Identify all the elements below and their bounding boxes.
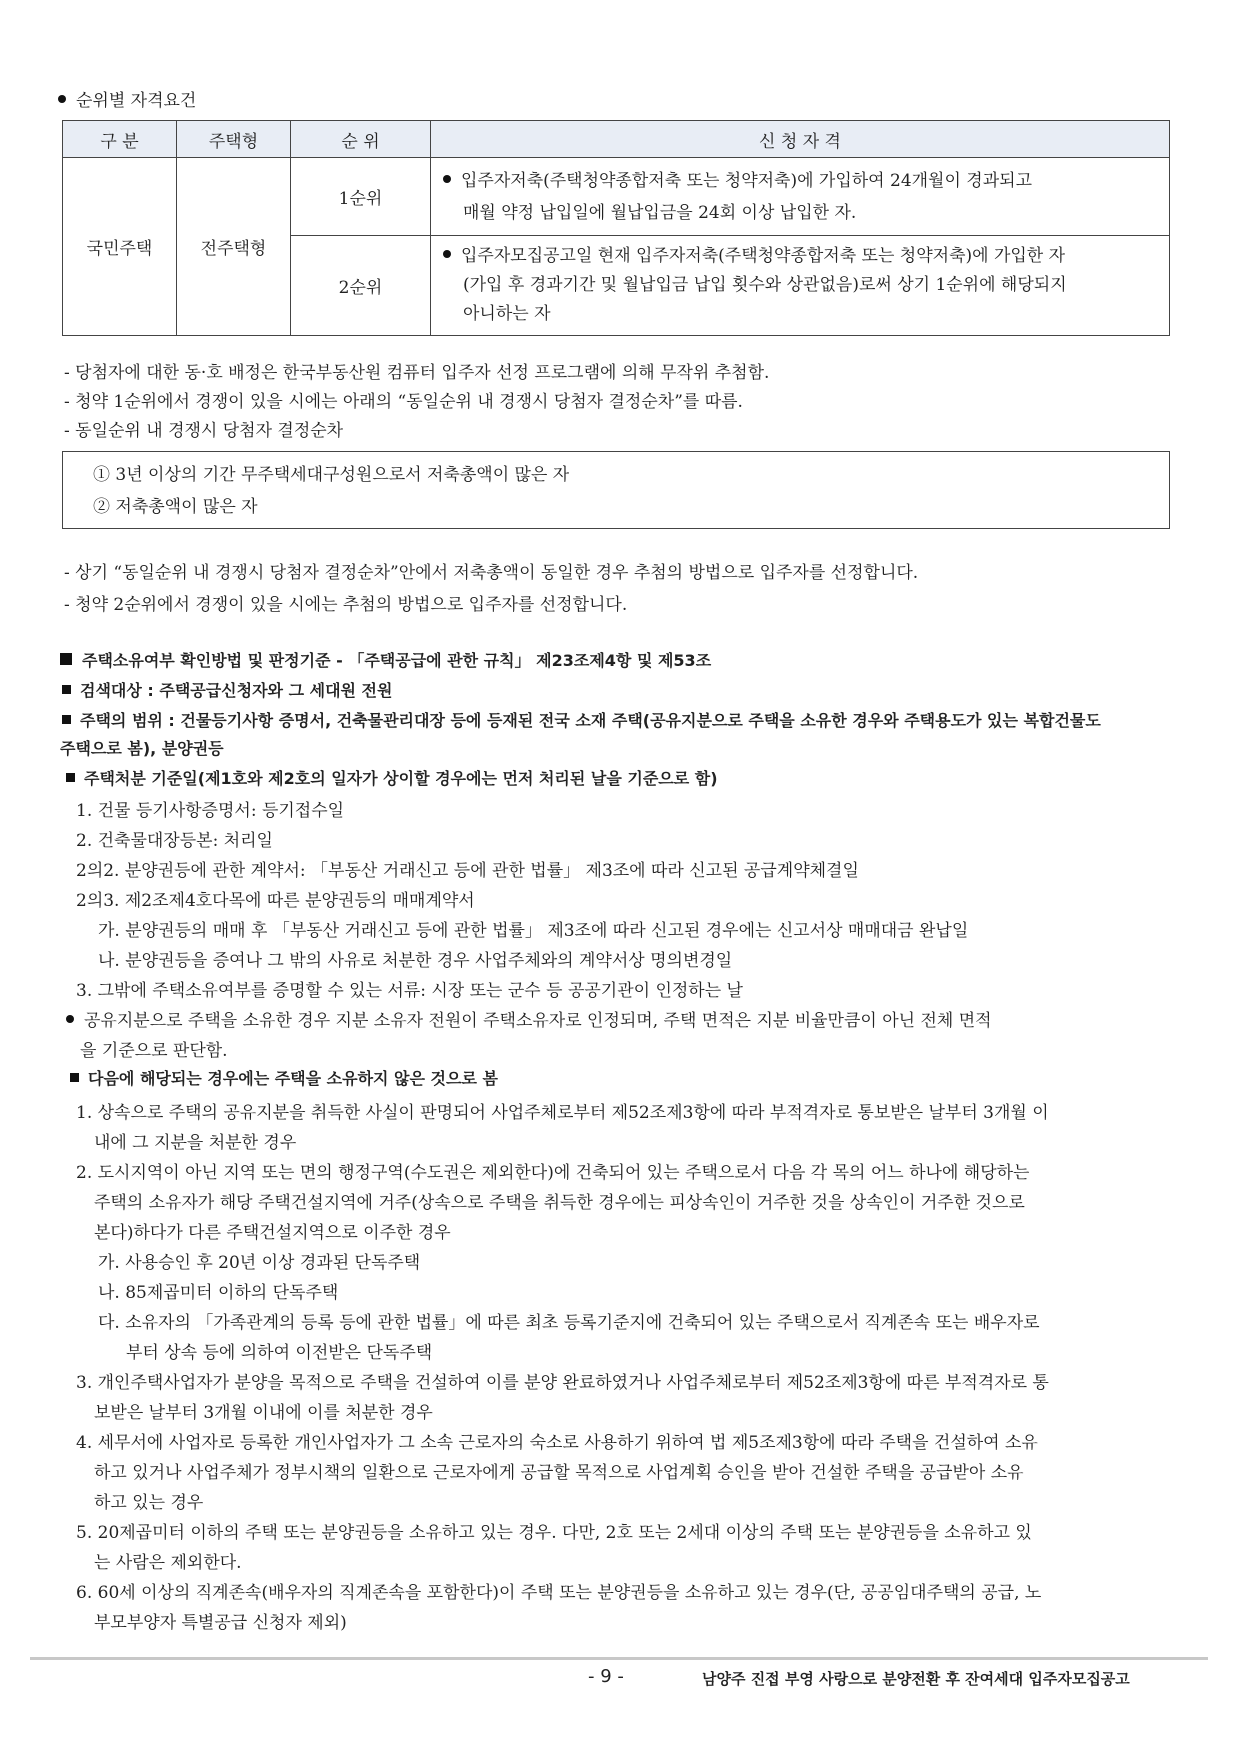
bullet-icon bbox=[443, 175, 451, 183]
cell-rank-2: 2순위 bbox=[291, 236, 431, 336]
header-house-type: 주택형 bbox=[177, 121, 291, 158]
note-line: - 청약 2순위에서 경쟁이 있을 시에는 추첨의 방법으로 입주자를 선정합니다. bbox=[64, 595, 628, 615]
search-target-text: 검색대상 : 주택공급신청자와 그 세대원 전원 bbox=[80, 681, 393, 700]
bullet-icon bbox=[66, 1015, 74, 1023]
not-owned-line: 4. 세무서에 사업자로 등록한 개인사업자가 그 소속 근로자의 숙소로 사용하기 위하여 법 제5조제3항에 따라 주택을 건설하여 소유 bbox=[76, 1433, 1038, 1453]
footer-title: 남양주 진접 부영 사랑으로 분양전환 후 잔여세대 입주자모집공고 bbox=[702, 1670, 1130, 1688]
not-owned-line: 는 사람은 제외한다. bbox=[94, 1553, 242, 1573]
qualification-line: 입주자모집공고일 현재 입주자저축(주택청약종합저축 또는 청약저축)에 가입한 자 bbox=[461, 246, 1066, 266]
qualification-line: 매월 약정 납입일에 월납입금을 24회 이상 납입한 자. bbox=[463, 202, 857, 223]
note-line: - 상기 “동일순위 내 경쟁시 당첨자 결정순차”안에서 저축총액이 동일한 경우 추첨의 방법으로 입주자를 선정합니다. bbox=[64, 563, 919, 583]
square-bullet-icon bbox=[60, 653, 72, 665]
qualification-line: 아니하는 자 bbox=[463, 304, 551, 324]
ownership-heading bbox=[60, 648, 711, 671]
cell-qualification-1 bbox=[431, 158, 1170, 236]
not-owned-line: 내에 그 지분을 처분한 경우 bbox=[94, 1133, 297, 1153]
qualification-line: (가입 후 경과기간 및 월납입금 납입 횟수와 상관없음)로써 상기 1순위에 해당되지 bbox=[463, 275, 1067, 295]
disposal-item: 2의3. 제2조제4호다목에 따른 분양권등의 매매계약서 bbox=[76, 891, 475, 911]
not-owned-line: 보받은 날부터 3개월 이내에 이를 처분한 경우 bbox=[94, 1403, 433, 1423]
note-line: - 동일순위 내 경쟁시 당첨자 결정순차 bbox=[64, 421, 344, 441]
scope-text: 주택의 범위 : 건물등기사항 증명서, 건축물관리대장 등에 등재된 전국 소재 주택(공유지분으로 주택을 소유한 경우와 주택용도가 있는 복합건물도 bbox=[80, 711, 1101, 730]
section-title: 순위별 자격요건 bbox=[76, 91, 197, 111]
not-owned-heading-text: 다음에 해당되는 경우에는 주택을 소유하지 않은 것으로 봄 bbox=[88, 1069, 498, 1088]
note-line: - 당첨자에 대한 동·호 배정은 한국부동산원 컴퓨터 입주자 선정 프로그램에 의해 무작위 추첨함. bbox=[64, 363, 770, 383]
square-bullet-icon bbox=[62, 715, 71, 724]
disposal-item: 3. 그밖에 주택소유여부를 증명할 수 있는 서류: 시장 또는 군수 등 공공기관이 인정하는 날 bbox=[76, 981, 743, 1001]
ownership-heading-text: 주택소유여부 확인방법 및 판정기준 - 「주택공급에 관한 규칙」 제23조제4항 및 제53조 bbox=[82, 651, 712, 670]
scope-line: 주택으로 봄), 분양권등 bbox=[60, 739, 224, 758]
not-owned-line: 본다)하다가 다른 주택건설지역으로 이주한 경우 bbox=[94, 1223, 451, 1243]
not-owned-line: 3. 개인주택사업자가 분양을 목적으로 주택을 건설하여 이를 분양 완료하였거나 사업주체로부터 제52조제3항에 따른 부적격자로 통 bbox=[76, 1373, 1049, 1393]
cell-rank-1: 1순위 bbox=[291, 158, 431, 236]
priority-item: ② 저축총액이 많은 자 bbox=[93, 497, 258, 517]
header-category: 구 분 bbox=[63, 121, 177, 158]
not-owned-line: 6. 60세 이상의 직계존속(배우자의 직계존속을 포함한다)이 주택 또는 분양권등을 소유하고 있는 경우(단, 공공임대주택의 공급, 노 bbox=[76, 1583, 1042, 1603]
section-heading bbox=[58, 86, 196, 111]
bullet-icon bbox=[443, 250, 451, 258]
not-owned-heading bbox=[70, 1066, 498, 1089]
not-owned-line: 하고 있거나 사업주체가 정부시책의 일환으로 근로자에게 공급할 목적으로 사업계획 승인을 받아 건설한 주택을 공급받아 소유 bbox=[94, 1463, 1024, 1483]
table-header-row bbox=[63, 121, 1170, 158]
cell-house-type: 전주택형 bbox=[177, 158, 291, 336]
cell-qualification-2 bbox=[431, 236, 1170, 336]
not-owned-line: 부터 상속 등에 의하여 이전받은 단독주택 bbox=[126, 1343, 433, 1363]
priority-box bbox=[62, 451, 1170, 529]
not-owned-line: 주택의 소유자가 해당 주택건설지역에 거주(상속으로 주택을 취득한 경우에는 피상속인이 거주한 것을 상속인이 거주한 것으로 bbox=[94, 1193, 1025, 1213]
footer-divider bbox=[30, 1657, 1208, 1660]
square-bullet-icon bbox=[70, 1073, 79, 1082]
not-owned-line: 1. 상속으로 주택의 공유지분을 취득한 사실이 판명되어 사업주체로부터 제52조제3항에 따라 부적격자로 통보받은 날부터 3개월 이 bbox=[76, 1103, 1049, 1123]
disposal-heading bbox=[66, 766, 718, 789]
table-row bbox=[63, 158, 1170, 236]
disposal-item: 1. 건물 등기사항증명서: 등기접수일 bbox=[76, 801, 345, 821]
disposal-item: 2. 건축물대장등본: 처리일 bbox=[76, 831, 273, 851]
cell-category: 국민주택 bbox=[63, 158, 177, 336]
share-note: 을 기준으로 판단함. bbox=[80, 1041, 228, 1061]
not-owned-line: 5. 20제곱미터 이하의 주택 또는 분양권등을 소유하고 있는 경우. 다만, 2호 또는 2세대 이상의 주택 또는 분양권등을 소유하고 있 bbox=[76, 1523, 1032, 1543]
scope-line bbox=[62, 708, 1101, 731]
search-target bbox=[62, 678, 392, 701]
square-bullet-icon bbox=[62, 685, 71, 694]
note-line: - 청약 1순위에서 경쟁이 있을 시에는 아래의 “동일순위 내 경쟁시 당첨자 결정순차”를 따름. bbox=[64, 392, 743, 412]
share-note bbox=[66, 1006, 992, 1031]
header-rank: 순 위 bbox=[291, 121, 431, 158]
not-owned-line: 가. 사용승인 후 20년 이상 경과된 단독주택 bbox=[98, 1253, 421, 1273]
header-qualification: 신 청 자 격 bbox=[431, 121, 1170, 158]
page-number: - 9 - bbox=[588, 1666, 624, 1687]
share-note-text: 공유지분으로 주택을 소유한 경우 지분 소유자 전원이 주택소유자로 인정되며, 주택 면적은 지분 비율만큼이 아닌 전체 면적 bbox=[84, 1011, 992, 1031]
disposal-item: 나. 분양권등을 증여나 그 밖의 사유로 처분한 경우 사업주체와의 계약서상 명의변경일 bbox=[98, 951, 733, 971]
square-bullet-icon bbox=[66, 773, 75, 782]
qualification-table bbox=[62, 120, 1170, 336]
not-owned-line: 하고 있는 경우 bbox=[94, 1493, 204, 1513]
not-owned-line: 2. 도시지역이 아닌 지역 또는 면의 행정구역(수도권은 제외한다)에 건축되어 있는 주택으로서 다음 각 목의 어느 하나에 해당하는 bbox=[76, 1163, 1030, 1183]
not-owned-line: 다. 소유자의 「가족관계의 등록 등에 관한 법률」에 따른 최초 등록기준지에 건축되어 있는 주택으로서 직계존속 또는 배우자로 bbox=[98, 1313, 1040, 1333]
disposal-item: 가. 분양권등의 매매 후 「부동산 거래신고 등에 관한 법률」 제3조에 따라 신고된 경우에는 신고서상 매매대금 완납일 bbox=[98, 921, 969, 941]
qualification-line: 입주자저축(주택청약종합저축 또는 청약저축)에 가입하여 24개월이 경과되고 bbox=[461, 170, 1032, 191]
disposal-item: 2의2. 분양권등에 관한 계약서: 「부동산 거래신고 등에 관한 법률」 제3조에 따라 신고된 공급계약체결일 bbox=[76, 861, 859, 881]
disposal-heading-text: 주택처분 기준일(제1호와 제2호의 일자가 상이할 경우에는 먼저 처리된 날을 기준으로 함) bbox=[84, 769, 718, 788]
bullet-icon bbox=[58, 95, 66, 103]
not-owned-line: 부모부양자 특별공급 신청자 제외) bbox=[94, 1613, 347, 1633]
priority-item: ① 3년 이상의 기간 무주택세대구성원으로서 저축총액이 많은 자 bbox=[93, 465, 570, 485]
not-owned-line: 나. 85제곱미터 이하의 단독주택 bbox=[98, 1283, 339, 1303]
